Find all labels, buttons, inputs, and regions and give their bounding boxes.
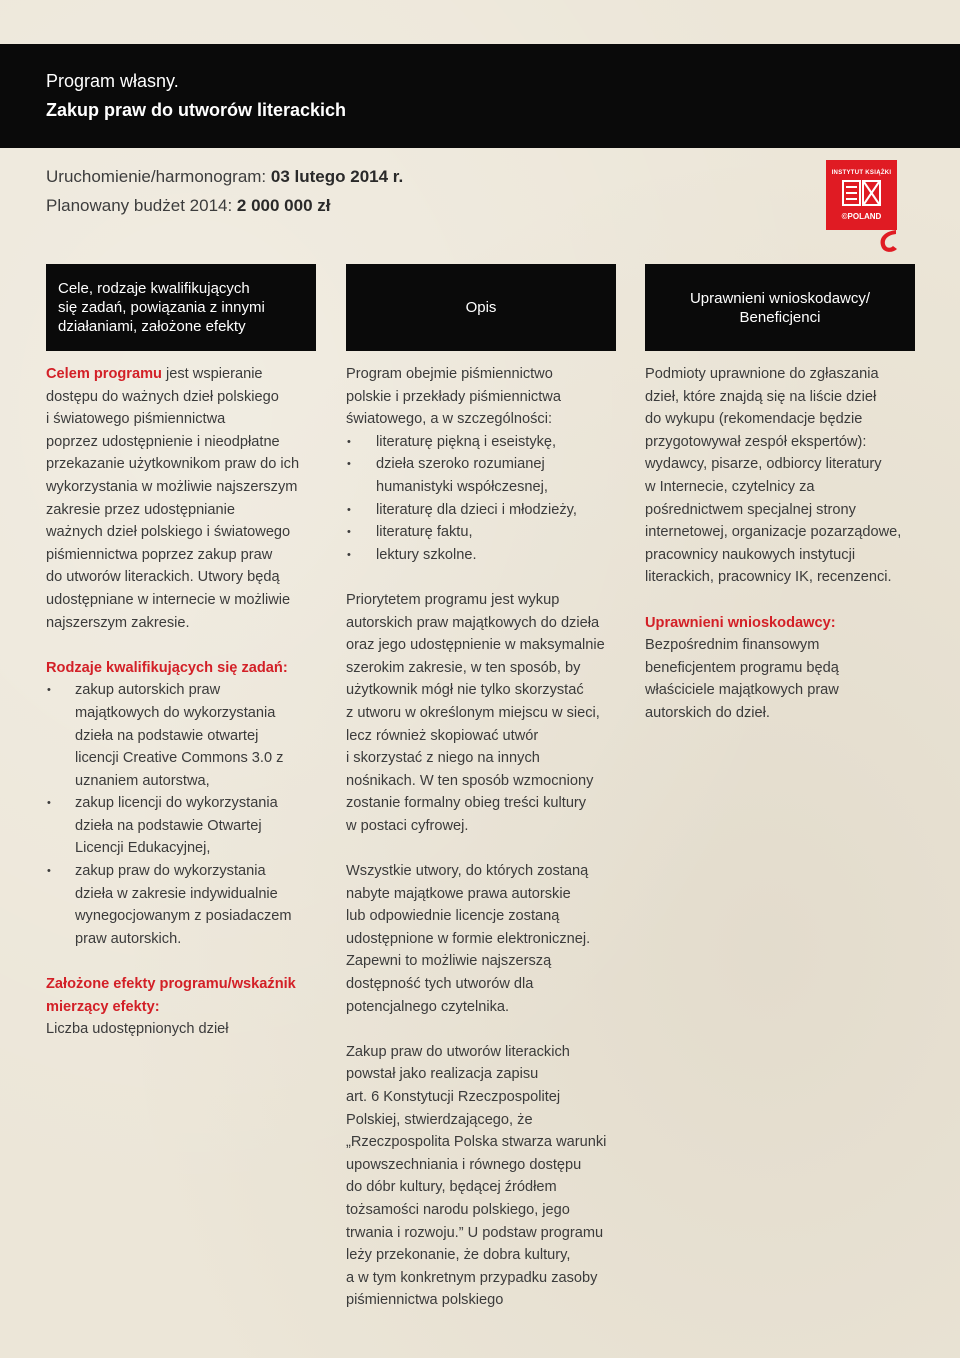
- program-title: Zakup praw do utworów literackich: [46, 100, 347, 120]
- applicants-text: Bezpośrednim finansowym beneficjentem programu będą właściciele majątkowych praw autorskich do dzieł.: [645, 637, 839, 721]
- book-institute-logo-icon: [826, 160, 897, 230]
- goals-column: [46, 363, 336, 1041]
- budget-line: Planowany budżet 2014: 2 000 000 zł: [46, 196, 331, 215]
- launch-line: Uruchomienie/harmonogram: 03 lutego 2014 r.: [46, 167, 404, 186]
- program-meta: [46, 162, 403, 220]
- beneficiaries-column: [645, 363, 945, 725]
- logo-bottom-text: ©POLAND: [841, 212, 882, 221]
- eligible-entities-paragraph: Podmioty uprawnione do zgłaszania dzieł, które znajdą się na liście dzieł do wykupu (rekomendacje będzie przygotowywał zespół ekspertów): wydawcy, pisarze, odbiorcy literatury w Internecie, czytelnicy za pośrednictwem specjalnej strony internetowej, organizacje pozarządowe, pracownicy naukowych instytucji literackich, pracownicy IK, recenzenci.: [645, 366, 902, 586]
- header-description: Opis: [346, 264, 616, 351]
- list-item: • zakup praw do wykorzystania dzieła w zakresie indywidualnie wynegocjowanym z posiadaczem praw autorskich.: [46, 860, 336, 950]
- list-item: • zakup autorskich praw majątkowych do wykorzystania dzieła na podstawie otwartej licencji Creative Commons 3.0 z uznaniem autorstwa,: [46, 679, 336, 792]
- priority-paragraph: Priorytetem programu jest wykup autorskich praw majątkowych do dzieła oraz jego udostępnienie w maksymalnie szerokim zakresie, w ten sposób, by użytkownik mógł nie tylko skorzystać z utworu w określonym miejscu w sieci, lecz również skopiować utwór i skorzystać z niego na innych nośnikach. W ten sposób wzmocniony zostanie formalny obieg treści kultury w postaci cyfrowej.: [346, 591, 605, 834]
- applicants-heading: Uprawnieni wnioskodawcy:: [645, 614, 836, 631]
- effects-text: Liczba udostępnionych dzieł: [46, 1021, 229, 1038]
- logo-hook-icon: [876, 228, 900, 254]
- header-goals: Cele, rodzaje kwalifikujących się zadań, powiązania z innymi działaniami, założone efekty: [46, 264, 316, 351]
- tasks-list: [46, 679, 336, 950]
- scope-list: [346, 431, 636, 567]
- goal-paragraph: Celem programu jest wspieranie dostępu do ważnych dzieł polskiego i światowego piśmiennictwa poprzez udostępnienie i nieodpłatne przekazanie użytkownikom praw do ich wykorzystania w możliwie najszerszym zakresie przez udostępnianie ważnych dzieł polskiego i światowego piśmiennictwa poprzez zakup praw do utworów literackich. Utwory będą udostępniane w internecie w możliwie najszerszym zakresie.: [46, 366, 300, 631]
- tasks-heading: Rodzaje kwalifikujących się zadań:: [46, 659, 288, 676]
- list-item: • zakup licencji do wykorzystania dzieła na podstawie Otwartej Licencji Edukacyjnej,: [46, 792, 336, 860]
- list-item: • literaturę dla dzieci i młodzieży,: [346, 499, 636, 522]
- constitution-paragraph: Zakup praw do utworów literackich powstał jako realizacja zapisu art. 6 Konstytucji Rzeczpospolitej Polskiej, stwierdzającego, że „Rzeczpospolita Polska stwarza warunki upowszechniania i równego dostępu do dóbr kultury, będącej źródłem tożsamości narodu polskiego, jego trwania i rozwoju.” U podstaw programu leży przekonanie, że dobra kultury, a w tym konkretnym przypadku zasoby piśmiennictwa polskiego: [346, 1043, 607, 1309]
- book-mark-icon: [842, 180, 882, 206]
- list-item: • dzieła szeroko rozumianej humanistyki współczesnej,: [346, 453, 636, 498]
- logo-top-text: INSTYTUT KSIĄŻKI: [831, 170, 892, 176]
- availability-paragraph: Wszystkie utwory, do których zostaną nabyte majątkowe prawa autorskie lub odpowiednie licencje zostaną udostępnione w formie elektronicznej. Zapewni to możliwie najszerszą dostępność tych utworów dla potencjalnego czytelnika.: [346, 863, 591, 1015]
- list-item: • literaturę piękną i eseistykę,: [346, 431, 636, 454]
- header-beneficiaries: Uprawnieni wnioskodawcy/ Beneficjenci: [645, 264, 915, 351]
- list-item: • lektury szkolne.: [346, 544, 636, 567]
- list-item: • literaturę faktu,: [346, 521, 636, 544]
- program-type: Program własny.: [46, 71, 179, 91]
- effects-heading: Założone efekty programu/wskaźnik mierzący efekty:: [46, 976, 296, 1015]
- title-banner: [0, 44, 960, 148]
- description-column: [346, 363, 636, 1312]
- description-intro: Program obejmie piśmiennictwo polskie i przekłady piśmiennictwa światowego, a w szczególności:: [346, 366, 561, 428]
